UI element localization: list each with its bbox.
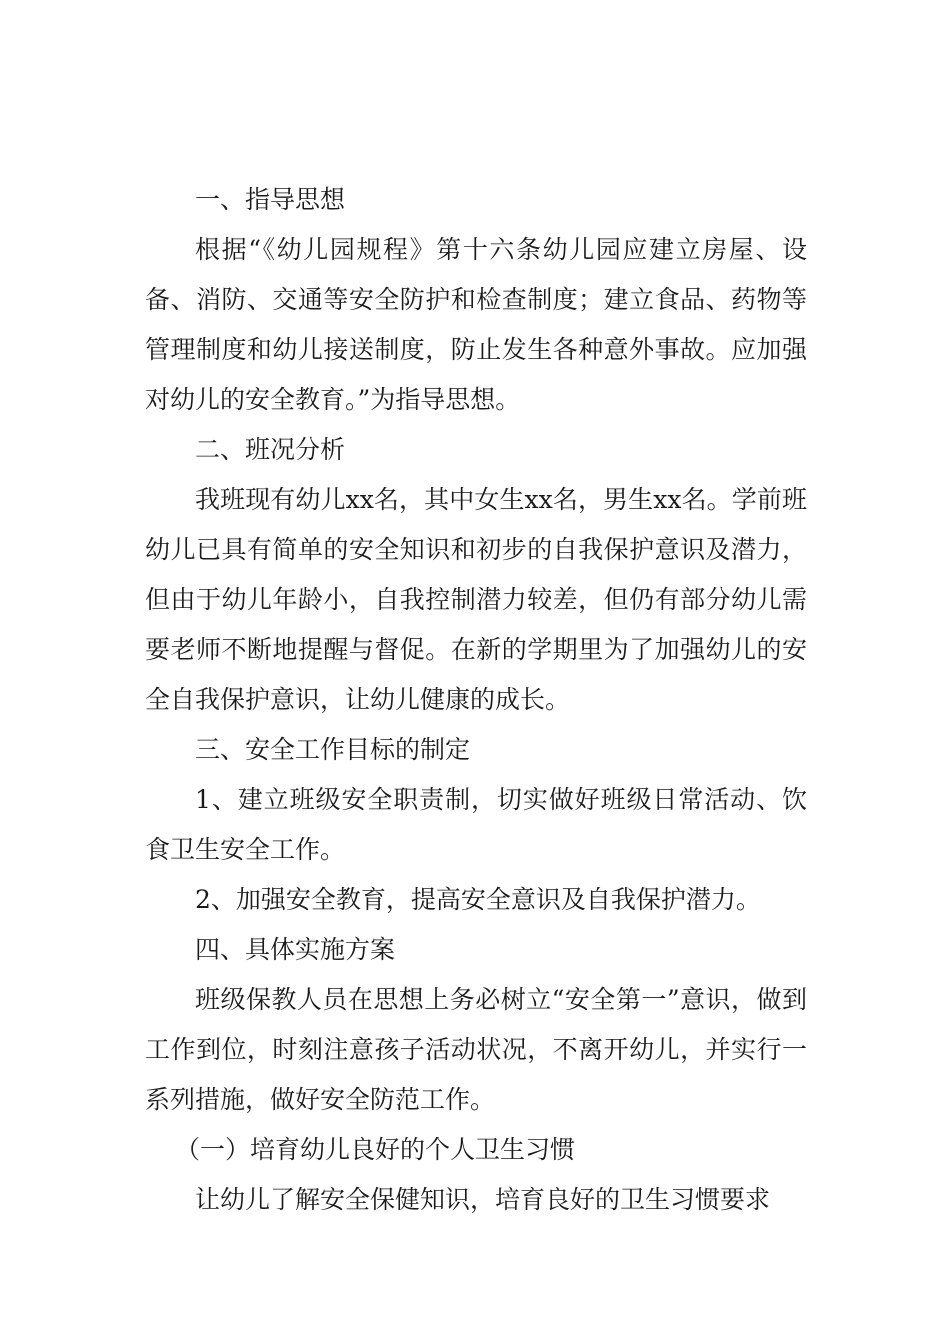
paragraph-class-analysis: 我班现有幼儿xx名，其中女生xx名，男生xx名。学前班幼儿已具有简单的安全知识和初步的自我保护意识及潜力，但由于幼儿年龄小，自我控制潜力较差，但仍有部分幼儿需要老师不断地提醒与督促。在新的学期里为了加强幼儿的安全自我保护意识，让幼儿健康的成长。 [145,485,807,714]
paragraph-hygiene: 让幼儿了解安全保健知识，培育良好的卫生习惯要求 [195,1185,771,1214]
paragraph-guiding-ideology: 根据“《幼儿园规程》第十六条幼儿园应建立房屋、设备、消防、交通等安全防护和检查制度；建立食品、药物等管理制度和幼儿接送制度，防止发生各种意外事故。应加强对幼儿的安全教育。”为指导思想。 [145,235,807,414]
section-heading-implementation: 四、具体实施方案 [195,935,396,964]
document-body [145,175,807,1225]
section-heading-guiding-ideology: 一、指导思想 [195,185,346,214]
list-item-goal-2: 2、加强安全教育，提高安全意识及自我保护潜力。 [195,885,761,914]
section-heading-class-analysis: 二、班况分析 [195,435,346,464]
subsection-heading-hygiene: （一）培育幼儿良好的个人卫生习惯 [175,1135,576,1164]
paragraph-implementation: 班级保教人员在思想上务必树立“安全第一”意识，做到工作到位，时刻注意孩子活动状况，不离开幼儿，并实行一系列措施，做好安全防范工作。 [145,985,807,1114]
list-item-goal-1: 1、建立班级安全职责制，切实做好班级日常活动、饮食卫生安全工作。 [145,785,807,864]
section-heading-safety-goals: 三、安全工作目标的制定 [195,735,471,764]
